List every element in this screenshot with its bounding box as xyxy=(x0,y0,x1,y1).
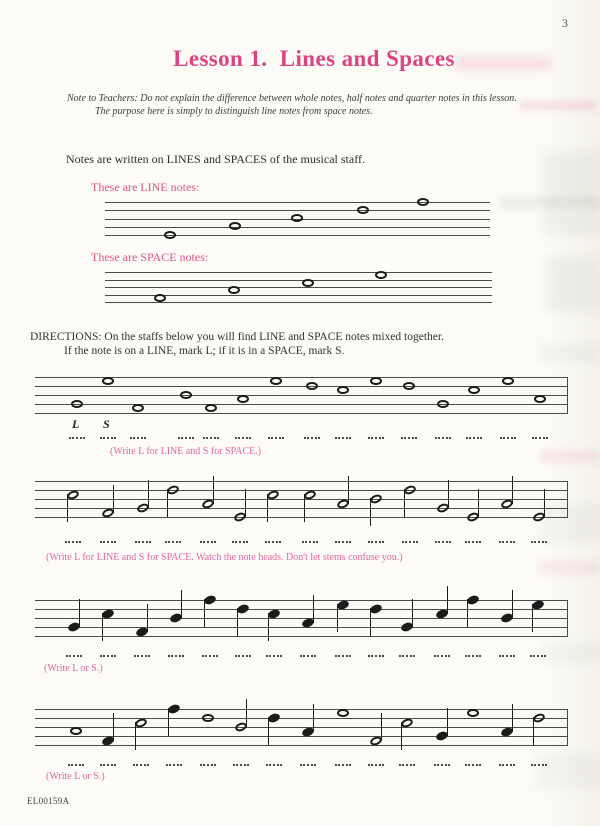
note-stem xyxy=(512,590,513,618)
answer-blank xyxy=(100,434,116,439)
answer-blank xyxy=(530,652,546,657)
note-stem xyxy=(267,494,268,522)
whole-note xyxy=(306,382,318,390)
whole-note xyxy=(403,382,415,390)
answer-blank xyxy=(135,538,151,543)
whole-note xyxy=(154,294,166,302)
note-stem xyxy=(181,590,182,618)
staff-line xyxy=(35,404,568,405)
staff-line xyxy=(105,235,490,236)
staff-line xyxy=(35,481,568,482)
answer-blank xyxy=(166,761,182,766)
bleed-through-ghost xyxy=(542,150,600,236)
answer-blank xyxy=(235,652,251,657)
note-stem xyxy=(532,604,533,632)
line-notes-label: These are LINE notes: xyxy=(91,180,200,194)
staff-line xyxy=(105,210,490,211)
whole-note xyxy=(437,400,449,408)
whole-note xyxy=(467,709,479,717)
answer-blank xyxy=(368,761,384,766)
staff-line xyxy=(105,202,490,203)
answer-blank xyxy=(466,434,482,439)
answer-blank xyxy=(531,538,547,543)
directions-line1: DIRECTIONS: On the staffs below you will find LINE and SPACE notes mixed together. xyxy=(30,331,444,343)
answer-blank xyxy=(266,761,282,766)
answer-blank xyxy=(133,761,149,766)
staff-end-barline xyxy=(567,600,569,637)
whole-note xyxy=(337,386,349,394)
whole-note xyxy=(357,206,369,214)
answer-blank xyxy=(368,538,384,543)
whole-note xyxy=(205,404,217,412)
answer-blank xyxy=(499,761,515,766)
whole-note xyxy=(71,400,83,408)
staff-line xyxy=(35,490,568,491)
whole-note xyxy=(370,377,382,385)
answer-blank xyxy=(435,434,451,439)
answer-blank xyxy=(68,761,84,766)
staff-line xyxy=(35,627,568,628)
answer-blank xyxy=(499,652,515,657)
staff-line xyxy=(35,377,568,378)
answer-blank xyxy=(434,761,450,766)
intro-text: Notes are written on LINES and SPACES of the musical staff. xyxy=(66,152,365,166)
note-stem xyxy=(337,604,338,632)
music-staff xyxy=(105,202,490,236)
page-number: 3 xyxy=(562,16,568,30)
answer-blank xyxy=(300,761,316,766)
bleed-through-ghost xyxy=(540,344,600,362)
bleed-through-ghost xyxy=(540,450,600,463)
staff-line xyxy=(105,272,492,273)
whole-note xyxy=(375,271,387,279)
whole-note xyxy=(337,709,349,717)
whole-note xyxy=(228,286,240,294)
note-stem xyxy=(544,489,545,517)
staff-line xyxy=(35,609,568,610)
staff-line xyxy=(35,395,568,396)
staff-end-barline xyxy=(567,481,569,518)
answer-blank xyxy=(100,538,116,543)
note-stem xyxy=(447,586,448,614)
answer-blank xyxy=(165,538,181,543)
bleed-through-ghost xyxy=(535,753,600,789)
staff-line xyxy=(35,718,568,719)
answer-blank xyxy=(268,434,284,439)
whole-note xyxy=(229,222,241,230)
staff-line xyxy=(35,636,568,637)
answer-blank xyxy=(434,652,450,657)
bleed-through-ghost xyxy=(500,196,600,209)
note-stem xyxy=(213,476,214,504)
note-stem xyxy=(237,608,238,636)
note-stem xyxy=(533,717,534,745)
note-stem xyxy=(512,704,513,732)
answer-blank xyxy=(402,538,418,543)
note-stem xyxy=(478,489,479,517)
staff-line xyxy=(35,517,568,518)
exercise-caption: (Write L for LINE and S for SPACE.) xyxy=(110,446,262,457)
note-stem xyxy=(147,604,148,632)
answer-letter: S xyxy=(103,417,110,431)
music-staff xyxy=(35,481,568,518)
note-stem xyxy=(447,708,448,736)
note-stem xyxy=(448,480,449,508)
note-stem xyxy=(148,480,149,508)
note-stem xyxy=(467,599,468,627)
note-stem xyxy=(135,722,136,750)
answer-blank xyxy=(302,538,318,543)
answer-blank xyxy=(100,761,116,766)
note-stem xyxy=(113,713,114,741)
staff-line xyxy=(105,302,492,303)
note-stem xyxy=(167,489,168,517)
note-stem xyxy=(268,717,269,745)
answer-blank xyxy=(399,652,415,657)
whole-note xyxy=(502,377,514,385)
answer-blank xyxy=(465,538,481,543)
whole-note xyxy=(202,714,214,722)
answer-blank xyxy=(335,761,351,766)
answer-blank xyxy=(168,652,184,657)
staff-end-barline xyxy=(567,377,569,414)
bleed-through-ghost xyxy=(540,643,600,663)
answer-blank xyxy=(178,434,194,439)
answer-blank xyxy=(435,538,451,543)
answer-blank xyxy=(233,761,249,766)
note-stem xyxy=(512,476,513,504)
staff-line xyxy=(35,709,568,710)
answer-blank xyxy=(500,434,516,439)
directions-line2: If the note is on a LINE, mark L; if it is in a SPACE, mark S. xyxy=(64,345,345,357)
whole-note xyxy=(237,395,249,403)
note-stem xyxy=(268,613,269,641)
answer-blank xyxy=(300,652,316,657)
note-stem xyxy=(113,485,114,513)
whole-note xyxy=(270,377,282,385)
staff-line xyxy=(105,287,492,288)
bleed-through-ghost xyxy=(538,560,600,575)
whole-note xyxy=(164,231,176,239)
music-staff xyxy=(35,377,568,414)
note-stem xyxy=(204,599,205,627)
staff-line xyxy=(35,736,568,737)
note-stem xyxy=(304,494,305,522)
note-stem xyxy=(370,498,371,526)
note-stem xyxy=(404,489,405,517)
catalog-number: EL00159A xyxy=(27,796,70,806)
answer-blank xyxy=(134,652,150,657)
music-staff xyxy=(105,272,492,303)
answer-blank xyxy=(304,434,320,439)
answer-letter: L xyxy=(72,417,80,431)
exercise-caption: (Write L for LINE and S for SPACE. Watch the note heads. Don't let stems confuse you.) xyxy=(46,552,403,563)
bleed-through-ghost xyxy=(520,100,596,111)
staff-line xyxy=(35,600,568,601)
answer-blank xyxy=(130,434,146,439)
music-staff xyxy=(35,600,568,637)
note-stem xyxy=(381,713,382,741)
answer-blank xyxy=(203,434,219,439)
note-stem xyxy=(348,476,349,504)
answer-blank xyxy=(335,652,351,657)
note-stem xyxy=(102,613,103,641)
answer-blank xyxy=(465,761,481,766)
note-stem xyxy=(412,599,413,627)
answer-blank xyxy=(531,761,547,766)
staff-line xyxy=(35,618,568,619)
answer-blank xyxy=(200,761,216,766)
staff-line xyxy=(35,499,568,500)
answer-blank xyxy=(232,538,248,543)
answer-blank xyxy=(266,652,282,657)
whole-note xyxy=(291,214,303,222)
answer-blank xyxy=(335,538,351,543)
teacher-note-line1: Note to Teachers: Do not explain the difference between whole notes, half notes and quarter notes in this lesson. xyxy=(67,93,517,104)
staff-line xyxy=(35,413,568,414)
whole-note xyxy=(417,198,429,206)
answer-blank xyxy=(335,434,351,439)
bleed-through-ghost xyxy=(545,255,600,313)
answer-blank xyxy=(66,652,82,657)
whole-note xyxy=(180,391,192,399)
staff-line xyxy=(105,227,490,228)
staff-line xyxy=(105,280,492,281)
whole-note xyxy=(132,404,144,412)
answer-blank xyxy=(401,434,417,439)
whole-note xyxy=(70,727,82,735)
note-stem xyxy=(370,608,371,636)
exercise-caption: (Write L or S.) xyxy=(44,663,103,674)
note-stem xyxy=(401,722,402,750)
answer-blank xyxy=(235,434,251,439)
answer-blank xyxy=(532,434,548,439)
staff-end-barline xyxy=(567,709,569,746)
answer-blank xyxy=(100,652,116,657)
staff-line xyxy=(35,727,568,728)
page-title: Lesson 1. Lines and Spaces xyxy=(173,46,455,71)
teacher-note-line2: The purpose here is simply to distinguish line notes from space notes. xyxy=(95,106,373,117)
answer-blank xyxy=(465,652,481,657)
note-stem xyxy=(67,494,68,522)
note-stem xyxy=(246,699,247,727)
whole-note xyxy=(468,386,480,394)
whole-note xyxy=(534,395,546,403)
note-stem xyxy=(168,708,169,736)
staff-line xyxy=(35,745,568,746)
answer-blank xyxy=(368,652,384,657)
answer-blank xyxy=(368,434,384,439)
space-notes-label: These are SPACE notes: xyxy=(91,250,209,264)
note-stem xyxy=(313,704,314,732)
answer-blank xyxy=(399,761,415,766)
staff-line xyxy=(35,386,568,387)
whole-note xyxy=(302,279,314,287)
staff-line xyxy=(35,508,568,509)
answer-blank xyxy=(65,538,81,543)
answer-blank xyxy=(200,538,216,543)
note-stem xyxy=(313,595,314,623)
answer-blank xyxy=(265,538,281,543)
whole-note xyxy=(102,377,114,385)
note-stem xyxy=(245,489,246,517)
music-staff xyxy=(35,709,568,746)
answer-blank xyxy=(202,652,218,657)
answer-blank xyxy=(69,434,85,439)
exercise-caption: (Write L or S.) xyxy=(46,771,105,782)
note-stem xyxy=(79,599,80,627)
answer-blank xyxy=(499,538,515,543)
